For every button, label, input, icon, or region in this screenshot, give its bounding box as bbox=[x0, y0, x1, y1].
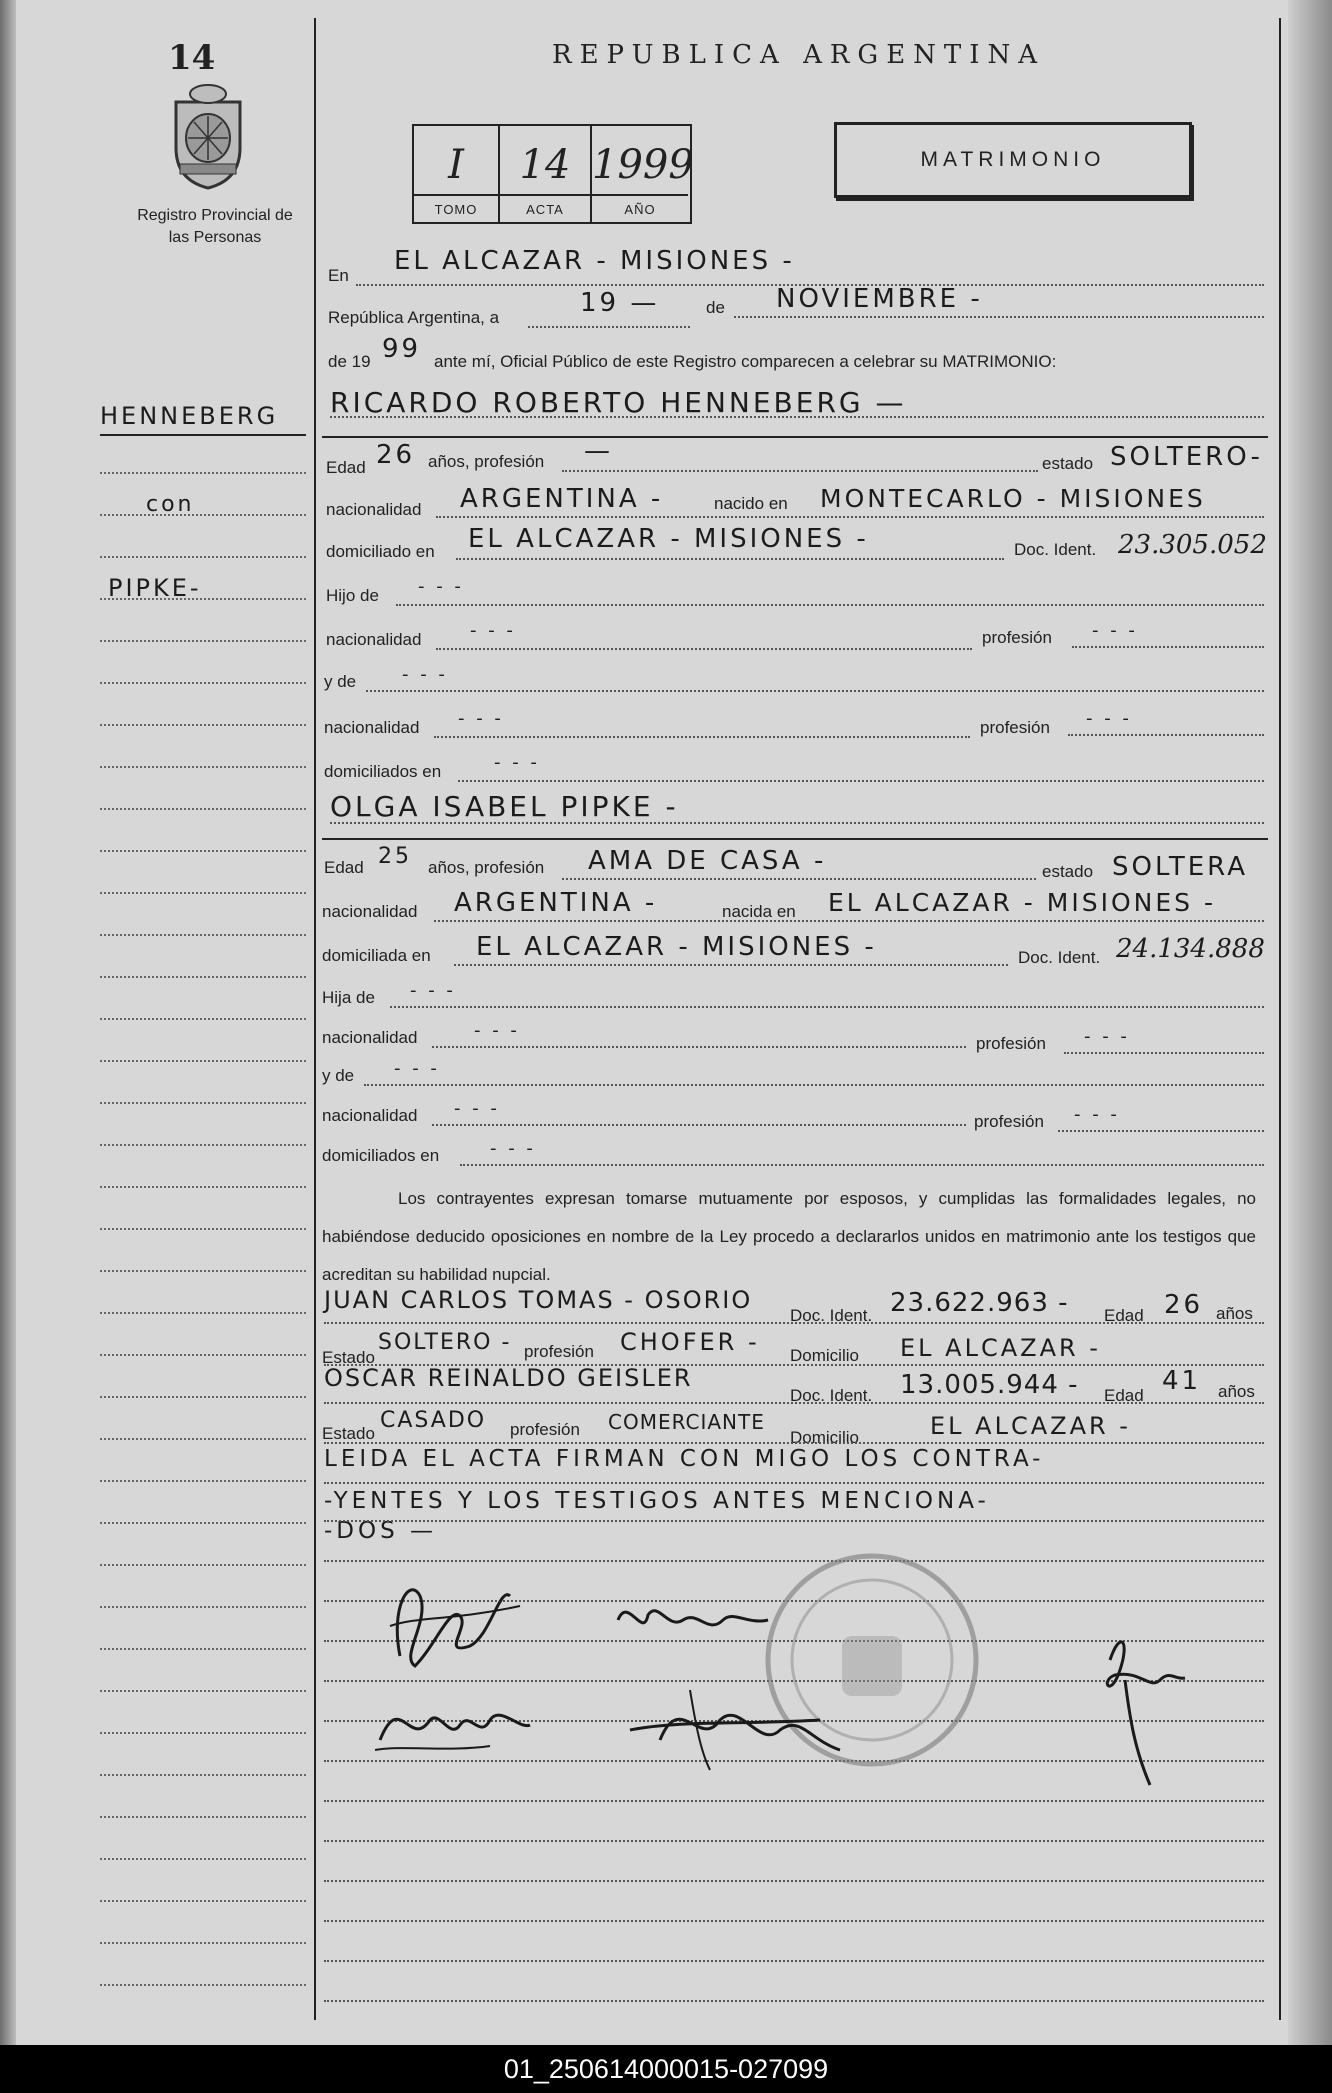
margin-ruling-line bbox=[100, 1270, 306, 1272]
image-id-footer: 01_250614000015-027099 bbox=[0, 2045, 1332, 2093]
dots-groom-prof1 bbox=[1072, 646, 1264, 648]
margin-ruling-line bbox=[100, 598, 306, 600]
margin-ruling-line bbox=[100, 1816, 306, 1818]
dots-groom-nac2 bbox=[434, 736, 970, 738]
label-hija-de: Hija de bbox=[322, 988, 375, 1007]
dots-bride-name bbox=[330, 822, 1264, 824]
witness1-name: JUAN CARLOS TOMAS - OSORIO bbox=[324, 1286, 753, 1314]
groom-nacionalidad: ARGENTINA - bbox=[460, 484, 664, 514]
label-w2-edad: Edad bbox=[1104, 1386, 1144, 1405]
witness2-name: OSCAR REINALDO GEISLER bbox=[324, 1364, 693, 1392]
label-groom-estado: estado bbox=[1042, 454, 1094, 473]
margin-ruling-line bbox=[100, 1564, 306, 1566]
label-bride-nac: nacionalidad bbox=[322, 902, 418, 921]
label-groom-y-de: y de bbox=[324, 672, 357, 691]
body-ruling-line bbox=[324, 1800, 1264, 1802]
label-w2-domicilio: Domicilio bbox=[790, 1428, 859, 1447]
bride-nac2: - - - bbox=[454, 1098, 500, 1119]
label-groom-doc: Doc. Ident. bbox=[1014, 540, 1097, 559]
margin-note-surname-1: HENNEBERG bbox=[100, 402, 279, 430]
witness2-edad: 41 bbox=[1162, 1366, 1202, 1396]
witness2-domicilio: EL ALCAZAR - bbox=[930, 1412, 1131, 1440]
margin-ruling-line bbox=[100, 1732, 306, 1734]
tomo-label: TOMO bbox=[414, 194, 498, 224]
dots-groom-y-de bbox=[366, 690, 1264, 692]
label-bride-nac2: nacionalidad bbox=[322, 1106, 418, 1125]
margin-ruling-line bbox=[100, 514, 306, 516]
groom-y-de: - - - bbox=[402, 664, 448, 685]
label-groom-anios: años, profesión bbox=[428, 452, 545, 471]
body-ruling-line bbox=[324, 1880, 1264, 1882]
label-w1-profesion: profesión bbox=[524, 1342, 594, 1361]
label-republica: República Argentina, a bbox=[328, 308, 500, 327]
dots-bride-prof2 bbox=[1058, 1130, 1264, 1132]
margin-ruling-line bbox=[100, 808, 306, 810]
closing-line-1: LEIDA EL ACTA FIRMAN CON MIGO LOS CONTRA- bbox=[324, 1446, 1045, 1472]
acta-cell bbox=[500, 126, 592, 222]
label-nacido-en: nacido en bbox=[714, 494, 788, 513]
margin-divider bbox=[314, 18, 316, 2020]
margin-ruling-line bbox=[100, 472, 306, 474]
margin-ruling-line bbox=[100, 1312, 306, 1314]
bride-profesion: AMA DE CASA - bbox=[588, 846, 827, 876]
body-ruling-line bbox=[324, 2000, 1264, 2002]
label-w1-estado: Estado bbox=[322, 1348, 375, 1367]
groom-estado: SOLTERO- bbox=[1110, 442, 1263, 472]
bride-doc: 24.134.888 bbox=[1116, 934, 1265, 964]
margin-note-con: con bbox=[146, 492, 195, 517]
anio-label: AÑO bbox=[592, 194, 688, 224]
label-ante-mi: ante mí, Oficial Público de este Registro comparecen a celebrar su MATRIMONIO: bbox=[434, 352, 1057, 371]
declaration-text: Los contrayentes expresan tomarse mutuamente por esposos, y cumplidas las formalidades legales, no habiéndose deducido oposiciones en nombre de la Ley procedo a declararlos unidos en matrimonio ante los testigos que acreditan su habilidad nupcial. bbox=[322, 1189, 1256, 1284]
label-w1-edad: Edad bbox=[1104, 1306, 1144, 1325]
dots-bride-nac1 bbox=[432, 1046, 966, 1048]
witness1-profesion: CHOFER - bbox=[620, 1328, 760, 1356]
dots-bride-prof1 bbox=[1064, 1052, 1264, 1054]
label-groom-prof1: profesión bbox=[982, 628, 1052, 647]
dots-groom-profesion bbox=[562, 470, 1038, 472]
page-number: 14 bbox=[168, 38, 216, 78]
bride-nacida-en: EL ALCAZAR - MISIONES - bbox=[828, 888, 1216, 917]
label-bride-nac1: nacionalidad bbox=[322, 1028, 418, 1047]
dots-bride-nac bbox=[434, 920, 1264, 922]
margin-ruling-line bbox=[100, 1480, 306, 1482]
tomo-cell bbox=[414, 126, 500, 222]
label-groom-nac: nacionalidad bbox=[326, 500, 422, 519]
margin-ruling-line bbox=[100, 1606, 306, 1608]
label-groom-prof2: profesión bbox=[980, 718, 1050, 737]
year-suffix: 99 bbox=[382, 334, 422, 364]
place-value: EL ALCAZAR - MISIONES - bbox=[394, 246, 795, 276]
closing-line-2: -YENTES Y LOS TESTIGOS ANTES MENCIONA- bbox=[324, 1488, 990, 1514]
dots-closing-1 bbox=[324, 1482, 1264, 1484]
label-en: En bbox=[328, 266, 349, 285]
groom-prof2: - - - bbox=[1086, 708, 1132, 729]
witness2-estado: CASADO bbox=[380, 1408, 487, 1433]
groom-section-rule bbox=[322, 436, 1268, 438]
dots-bride-y-de bbox=[364, 1084, 1264, 1086]
margin-ruling-line bbox=[100, 1354, 306, 1356]
dots-groom-name bbox=[330, 416, 1264, 418]
signature-groom bbox=[380, 1566, 530, 1676]
province-seal-icon bbox=[166, 82, 250, 190]
bride-hija-de: - - - bbox=[410, 980, 456, 1001]
label-w1-anios: años bbox=[1216, 1304, 1253, 1323]
dots-groom-nac bbox=[436, 516, 1264, 518]
label-groom-domicilio: domiciliado en bbox=[326, 542, 435, 561]
bride-domicilio: EL ALCAZAR - MISIONES - bbox=[476, 932, 877, 962]
margin-ruling-line bbox=[100, 724, 306, 726]
groom-name: RICARDO ROBERTO HENNEBERG — bbox=[330, 386, 907, 419]
label-bride-domicilio: domiciliada en bbox=[322, 946, 431, 965]
signature-witness1 bbox=[370, 1680, 540, 1760]
label-groom-nac2: nacionalidad bbox=[324, 718, 420, 737]
margin-ruling-line bbox=[100, 1144, 306, 1146]
witness1-estado: SOLTERO - bbox=[378, 1330, 512, 1355]
bride-estado: SOLTERA bbox=[1112, 852, 1248, 882]
dots-bride-profesion bbox=[562, 878, 1036, 880]
margin-ruling-line bbox=[100, 1900, 306, 1902]
right-border bbox=[1279, 18, 1281, 2020]
margin-ruling-line bbox=[100, 892, 306, 894]
registry-name: Registro Provincial de las Personas bbox=[137, 207, 293, 246]
label-bride-y-de: y de bbox=[322, 1066, 355, 1085]
groom-nac2: - - - bbox=[458, 708, 504, 729]
margin-ruling-line bbox=[100, 850, 306, 852]
label-w2-estado: Estado bbox=[322, 1424, 375, 1443]
margin-ruling-line bbox=[100, 556, 306, 558]
margin-rule bbox=[100, 434, 306, 436]
margin-ruling-line bbox=[100, 1648, 306, 1650]
groom-profesion: — bbox=[584, 436, 613, 466]
margin-ruling-line bbox=[100, 640, 306, 642]
dots-closing-2 bbox=[324, 1520, 1264, 1522]
groom-edad: 26 bbox=[376, 440, 416, 470]
dots-day bbox=[528, 326, 690, 328]
witness2-profesion: COMERCIANTE bbox=[608, 1410, 765, 1434]
margin-ruling-line bbox=[100, 1690, 306, 1692]
document-type-box: MATRIMONIO bbox=[834, 122, 1192, 198]
margin-note-surname-2: PIPKE- bbox=[108, 574, 202, 602]
label-bride-doc: Doc. Ident. bbox=[1018, 948, 1101, 967]
dots-bride-nac2 bbox=[432, 1124, 966, 1126]
tomo-value: I bbox=[448, 142, 464, 188]
body-ruling-line bbox=[324, 1840, 1264, 1842]
dots-groom-domicilio bbox=[456, 558, 1004, 560]
margin-ruling-line bbox=[100, 1774, 306, 1776]
groom-domiciliados: - - - bbox=[494, 752, 540, 773]
label-bride-estado: estado bbox=[1042, 862, 1094, 881]
witness1-domicilio: EL ALCAZAR - bbox=[900, 1334, 1101, 1362]
label-w2-profesion: profesión bbox=[510, 1420, 580, 1439]
bride-name: OLGA ISABEL PIPKE - bbox=[330, 790, 679, 823]
bride-edad: 25 bbox=[378, 844, 412, 869]
acta-value: 14 bbox=[519, 142, 571, 188]
groom-prof1: - - - bbox=[1092, 620, 1138, 641]
closing-line-3: -DOS — bbox=[324, 1518, 438, 1544]
bride-prof1: - - - bbox=[1084, 1026, 1130, 1047]
month-value: NOVIEMBRE - bbox=[776, 284, 983, 314]
dots-hijo-de bbox=[396, 604, 1264, 606]
label-bride-domiciliados: domiciliados en bbox=[322, 1146, 440, 1165]
bride-nac1: - - - bbox=[474, 1020, 520, 1041]
margin-ruling-line bbox=[100, 1858, 306, 1860]
margin-ruling-line bbox=[100, 1060, 306, 1062]
witness2-doc: 13.005.944 - bbox=[900, 1370, 1079, 1400]
day-value: 19 — bbox=[580, 288, 660, 318]
dots-hija-de bbox=[390, 1006, 1264, 1008]
dots-witness1 bbox=[324, 1322, 1264, 1324]
margin-ruling-line bbox=[100, 1438, 306, 1440]
label-de-19: de 19 bbox=[328, 352, 371, 371]
signature-witness2 bbox=[620, 1670, 850, 1780]
page-edge bbox=[1288, 0, 1332, 2045]
label-bride-edad: Edad bbox=[324, 858, 364, 877]
witness1-doc: 23.622.963 - bbox=[890, 1288, 1069, 1318]
witness1-edad: 26 bbox=[1164, 1290, 1204, 1320]
label-groom-domiciliados: domiciliados en bbox=[324, 762, 442, 781]
margin-ruling-line bbox=[100, 934, 306, 936]
margin-ruling-line bbox=[100, 976, 306, 978]
groom-nac1: - - - bbox=[470, 620, 516, 641]
groom-domicilio: EL ALCAZAR - MISIONES - bbox=[468, 524, 869, 554]
body-ruling-line bbox=[324, 1960, 1264, 1962]
groom-nacido-en: MONTECARLO - MISIONES bbox=[820, 484, 1206, 513]
bride-domiciliados: - - - bbox=[490, 1138, 536, 1159]
label-de: de bbox=[706, 298, 725, 317]
bride-nacionalidad: ARGENTINA - bbox=[454, 888, 658, 918]
label-bride-prof1: profesión bbox=[976, 1034, 1046, 1053]
dots-month bbox=[734, 316, 1264, 318]
label-hijo-de: Hijo de bbox=[326, 586, 379, 605]
dots-bride-domiciliados bbox=[460, 1164, 1264, 1166]
margin-ruling-line bbox=[100, 682, 306, 684]
book-spine bbox=[0, 0, 16, 2045]
dots-groom-nac1 bbox=[436, 648, 972, 650]
anio-cell bbox=[592, 126, 694, 222]
dots-witness2-b bbox=[324, 1442, 1264, 1444]
margin-ruling-line bbox=[100, 1522, 306, 1524]
bride-prof2: - - - bbox=[1074, 1104, 1120, 1125]
label-bride-anios: años, profesión bbox=[428, 858, 545, 877]
groom-doc: 23.305.052 bbox=[1118, 530, 1267, 560]
label-groom-nac1: nacionalidad bbox=[326, 630, 422, 649]
dots-groom-domiciliados bbox=[458, 780, 1264, 782]
anio-value: 1999 bbox=[592, 142, 694, 188]
label-groom-edad: Edad bbox=[326, 458, 366, 477]
record-box bbox=[412, 124, 692, 224]
margin-ruling-line bbox=[100, 1984, 306, 1986]
margin-ruling-line bbox=[100, 766, 306, 768]
label-w1-doc: Doc. Ident. bbox=[790, 1306, 873, 1325]
country-title: REPUBLICA ARGENTINA bbox=[552, 40, 1046, 70]
groom-hijo-de: - - - bbox=[418, 576, 464, 597]
dots-groom-prof2 bbox=[1068, 734, 1264, 736]
dots-witness2 bbox=[324, 1402, 1264, 1404]
label-w2-doc: Doc. Ident. bbox=[790, 1386, 873, 1405]
margin-ruling-line bbox=[100, 1186, 306, 1188]
margin-ruling-line bbox=[100, 1102, 306, 1104]
margin-ruling-line bbox=[100, 1396, 306, 1398]
label-w2-anios: años bbox=[1218, 1382, 1255, 1401]
body-ruling-line bbox=[324, 1920, 1264, 1922]
dots-bride-domicilio bbox=[454, 964, 1008, 966]
bride-y-de: - - - bbox=[394, 1058, 440, 1079]
margin-ruling-line bbox=[100, 1228, 306, 1230]
bride-section-rule bbox=[322, 838, 1268, 840]
label-bride-prof2: profesión bbox=[974, 1112, 1044, 1131]
acta-label: ACTA bbox=[500, 194, 590, 224]
label-w1-domicilio: Domicilio bbox=[790, 1346, 859, 1365]
margin-ruling-line bbox=[100, 1018, 306, 1020]
signature-official bbox=[1080, 1620, 1190, 1790]
label-nacida-en: nacida en bbox=[722, 902, 796, 921]
margin-ruling-line bbox=[100, 1942, 306, 1944]
signature-bride bbox=[608, 1590, 778, 1650]
